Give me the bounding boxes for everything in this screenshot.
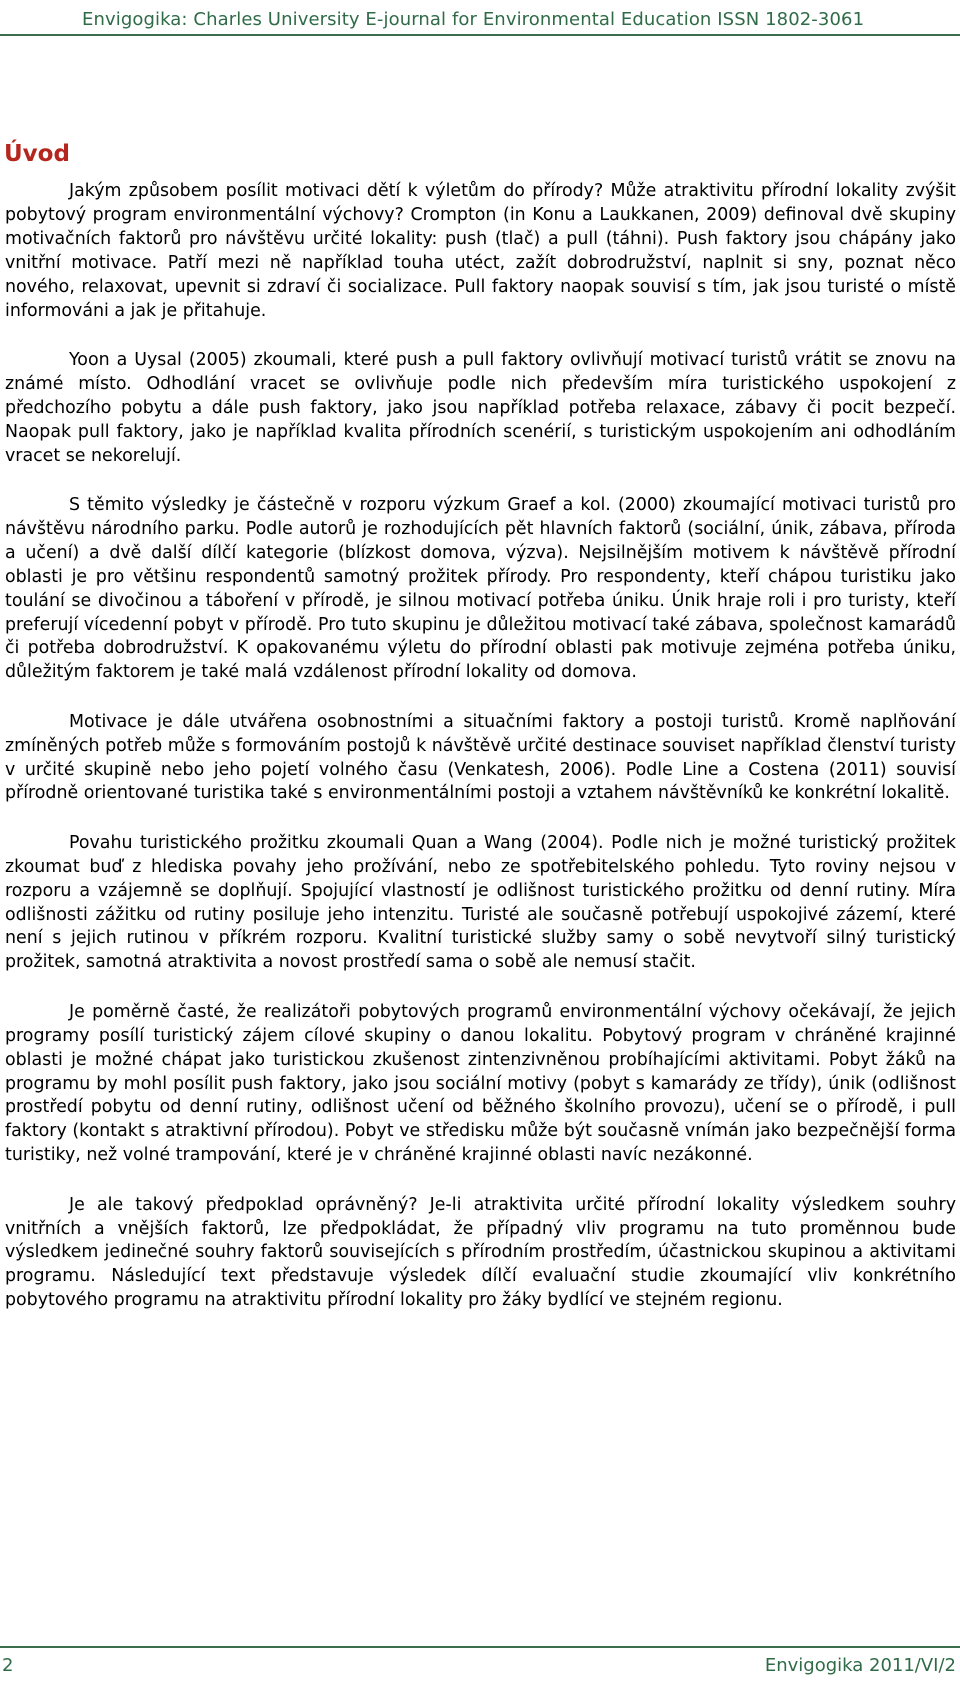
paragraph-1: Jakým způsobem posílit motivaci dětí k výletům do přírody? Může atraktivitu přírodní lokality zvýšit pobytový program environmentální výchovy? Crompton (in Konu a Laukkanen, 2009) definoval dvě skupiny motivačních faktorů pro návštěvu určité lokality: push (tlač) a pull (táhni). Push faktory jsou chápány jako vnitřní motivace. Patří mezi ně například touha utéct, zažít dobrodružství, naplnit si sny, poznat něco nového, relaxovat, upevnit si zdraví či socializace. Pull faktory naopak souvisí s tím, jak jsou turisté o místě informováni a jak je přitahuje. xyxy=(5,181,956,321)
paragraph-4: Motivace je dále utvářena osobnostními a situačními faktory a postoji turistů. Kromě naplňování zmíněných potřeb může s formováním postojů k návštěvě určité destinace souviset například členství turisty v určité skupině nebo jeho pojetí volného času (Venkatesh, 2006). Podle Line a Costena (2011) souvisí přírodně orientované turistika také s environmentálními postoji a vztahem návštěvníků ke konkrétní lokalitě. xyxy=(5,711,956,804)
page-number: 2 xyxy=(2,1655,14,1676)
section-title: Úvod xyxy=(4,141,70,167)
paragraph-2: Yoon a Uysal (2005) zkoumali, které push a pull faktory ovlivňují motivací turistů vrátit se znovu na známé místo. Odhodlání vracet se ovlivňuje podle nich především míra turistického uspokojení z předchozího pobytu a dále push faktory, jako jsou například potřeba relaxace, zábavy či pocit bezpečí. Naopak pull faktory, jako je například kvalita přírodních scenérií, s turistickým uspokojením ani odhodláním vracet se nekorelují. xyxy=(5,349,956,466)
paragraph-6: Je poměrně časté, že realizátoři pobytových programů environmentální výchovy očekávají, že jejich programy posílí turistický zájem cílové skupiny o danou lokalitu. Pobytový program v chráněné krajinné oblasti je možné chápat jako turistickou zkušenost zintenzivněnou probíhajícími aktivitami. Pobyt žáků na programu by mohl posílit push faktory, jako jsou sociální motivy (pobyt s kamarády ze třídy), únik (odlišnost prostředí pobytu od denní rutiny, odlišnost učení od běžného školního provozu), učení se o přírodě, i pull faktory (kontakt s atraktivní přírodou). Pobyt ve středisku může být současně vnímán jako bezpečnější forma turistiky, než volné trampování, které je v chráněné krajinné oblasti navíc nezákonné. xyxy=(5,1001,956,1166)
journal-header-title: Envigogika: Charles University E-journal for Environmental Education ISSN 1802-3061 xyxy=(82,9,865,30)
footer-divider xyxy=(0,1646,960,1648)
article-body xyxy=(5,180,956,1339)
paragraph-3: S těmito výsledky je částečně v rozporu výzkum Graef a kol. (2000) zkoumající motivaci turistů pro návštěvu národního parku. Podle autorů je rozhodujících pět hlavních faktorů (sociální, únik, zábava, příroda a učení) a dvě další dílčí kategorie (blízkost domova, výzva). Nejsilnějším motivem k návštěvě přírodní oblasti je pro většinu respondentů samotný prožitek přírody. Pro respondenty, kteří chápou turistiku jako toulání se divočinou a táboření v přírodě, je silnou motivací potřeba úniku. Únik hraje roli i pro turisty, kteří preferují vícedenní pobyt v přírodě. Pro tuto skupinu je důležitou motivací také zábava, společnost kamarádů či potřeba dobrodružství. K opakovanému výletu do přírodní oblasti pak motivuje zejména potřeba úniku, důležitým faktorem je také malá vzdálenost přírodní lokality od domova. xyxy=(5,494,956,683)
paragraph-7: Je ale takový předpoklad oprávněný? Je-li atraktivita určité přírodní lokality výsledkem souhry vnitřních a vnějších faktorů, lze předpokládat, že případný vliv programu na tuto proměnnou bude výsledkem jedinečné souhry faktorů souvisejících s přírodním prostředím, účastnickou skupinou a aktivitami programu. Následující text představuje výsledek dílčí evaluační studie zkoumající vliv konkrétního pobytového programu na atraktivitu přírodní lokality pro žáky bydlící ve stejném regionu. xyxy=(5,1194,956,1311)
paragraph-5: Povahu turistického prožitku zkoumali Quan a Wang (2004). Podle nich je možné turistický prožitek zkoumat buď z hlediska povahy jeho prožívání, nebo ze spotřebitelského pohledu. Tyto roviny nejsou v rozporu a vzájemně se doplňují. Spojující vlastností je odlišnost turistického prožitku od denní rutiny. Míra odlišnosti zážitku od rutiny posiluje jeho intenzitu. Turisté ale současně potřebují uspokojivé zázemí, které není s jejich rutinou v příkrém rozporu. Kvalitní turistické služby samy o sobě nevytvoří silný turistický prožitek, samotná atraktivita a novost prostředí sama o sobě ale nemusí stačit. xyxy=(5,832,956,973)
page-header xyxy=(0,0,960,36)
footer-issue: Envigogika 2011/VI/2 xyxy=(764,1655,956,1676)
